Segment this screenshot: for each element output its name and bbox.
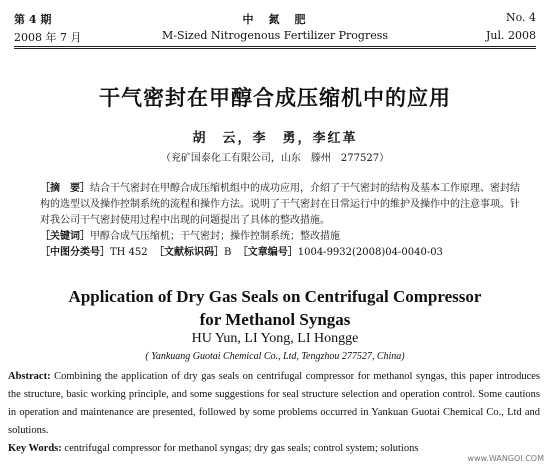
header-rule-thin — [14, 48, 536, 49]
clc-label: ［中图分类号］ — [40, 247, 110, 258]
paper-title-en-line2: for Methanol Syngas — [199, 310, 351, 329]
article-number-label: ［文章编号］ — [237, 247, 298, 258]
keywords-en-label: Key Words: — [8, 443, 62, 454]
keywords-cn-text: 甲醇合成气压缩机；干气密封；操作控制系统；整改措施 — [90, 231, 340, 242]
abstract-cn-block — [40, 181, 524, 261]
doc-code-value: B — [224, 247, 232, 258]
affiliation-cn: （兖矿国泰化工有限公司，山东 滕州 277527） — [160, 153, 390, 164]
abstract-cn-text: 结合干气密封在甲醇合成压缩机组中的成功应用，介绍了干气密封的结构及基本工作原理、密封结构的选型以及操作控制系统的流程和操作方法。说明了干气密封在日常运行中的维护及操作中的注意事项。针对我公司干气密封使用过程中出现的问题提出了具体的整改措施。 — [40, 183, 520, 226]
journal-name-en: M-Sized Nitrogenous Fertilizer Progress — [161, 29, 389, 42]
article-number-value: 1004-9932(2008)04-0040-03 — [297, 247, 443, 258]
issue-date-cn: 2008 年 7 月 — [14, 31, 82, 44]
journal-name-cn: 中 氮 肥 — [242, 13, 308, 26]
keywords-en-text: centrifugal compressor for methanol syngas; dry gas seals; control system; solutions — [64, 443, 419, 454]
abstract-en-text: Combining the application of dry gas seals on centrifugal compressor for methanol syngas, this paper introduces the structure, basic working principle, and some suggestions for seal structure selection and operation control. Some cautions in operation and maintenance are presented, followed by some problems occurred in Yankuan Guotai Chemical Co., Ltd and solutions. — [8, 371, 541, 436]
issue-date-en: Jul. 2008 — [486, 29, 536, 42]
doc-code-label: ［文献标识码］ — [154, 247, 225, 258]
authors-cn: 胡 云，李 勇，李红革 — [192, 131, 358, 146]
abstract-en — [8, 368, 540, 440]
keywords-cn-label: ［关键词］ — [40, 231, 90, 242]
abstract-cn-label: ［摘 要］ — [40, 183, 90, 194]
issue-number-en: No. 4 — [505, 11, 536, 24]
abstract-en-block — [8, 368, 540, 458]
affiliation-en: ( Yankuang Guotai Chemical Co., Ltd, Tengzhou 277527, China) — [145, 351, 405, 362]
site-watermark: www.WANGOI.COM — [467, 454, 544, 463]
keywords-en — [8, 440, 540, 458]
issue-number-cn: 第 4 期 — [14, 13, 52, 26]
abstract-cn — [40, 181, 524, 229]
paper-title-cn: 干气密封在甲醇合成压缩机中的应用 — [99, 85, 451, 110]
classification-line — [40, 245, 524, 261]
clc-value: TH 452 — [110, 247, 148, 258]
abstract-en-label: Abstract: — [8, 371, 51, 382]
keywords-cn — [40, 229, 524, 245]
paper-title-en-line1: Application of Dry Gas Seals on Centrifugal Compressor — [68, 287, 482, 306]
authors-en: HU Yun, LI Yong, LI Hongge — [191, 331, 359, 346]
header-rule — [14, 46, 536, 47]
